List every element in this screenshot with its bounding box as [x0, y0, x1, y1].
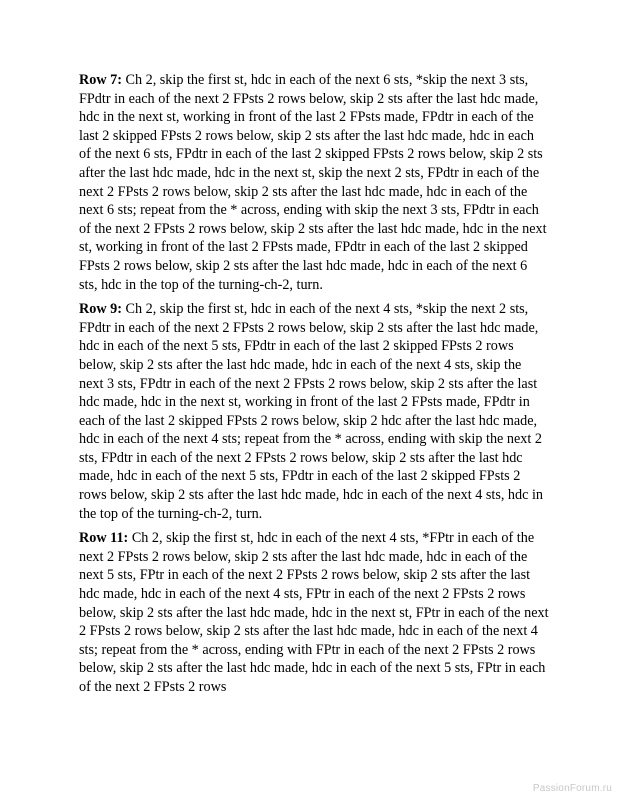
row-7-paragraph [79, 71, 549, 294]
row-11-paragraph [79, 529, 549, 696]
row-11-text: Ch 2, skip the first st, hdc in each of the next 4 sts, *FPtr in each of the next 2 FPsts 2 rows below, skip 2 sts after the last hdc made, hdc in each of the next 5 sts, FPtr in each of the next 2 FPsts 2 rows below, skip 2 sts after the last hdc made, hdc in each of the next 4 sts, FPtr in each of the next 2 FPsts 2 rows below, skip 2 sts after the last hdc made, hdc in the next st, FPtr in each of the next 2 FPsts 2 rows below, skip 2 sts after the last hdc made, hdc in each of the next 4 sts; repeat from the * across, ending with FPtr in each of the next 2 FPsts 2 rows below, skip 2 sts after the last hdc made, hdc in each of the next 5 sts, FPtr in each of the next 2 FPsts 2 rows [79, 530, 549, 695]
row-9-paragraph [79, 300, 549, 523]
document-page [79, 71, 549, 703]
row-9-label: Row 9: [79, 301, 122, 318]
row-9-text: Ch 2, skip the first st, hdc in each of the next 4 sts, *skip the next 2 sts, FPdtr in each of the next 2 FPsts 2 rows below, skip 2 sts after the last hdc made, hdc in each of the next 5 sts, FPdtr in each of the last 2 skipped FPsts 2 rows below, skip 2 sts after the last hdc made, hdc in each of the next 4 sts, skip the next 3 sts, FPdtr in each of the next 2 FPsts 2 rows below, skip 2 sts after the last hdc made, hdc in the next st, working in front of the last 2 FPsts made, FPdtr in each of the last 2 skipped FPsts 2 rows below, skip 2 hdc after the last hdc made, hdc in each of the next 4 sts; repeat from the * across, ending with skip the next 2 sts, FPdtr in each of the next 2 FPsts 2 rows below, skip 2 sts after the last hdc made, hdc in each of the next 5 sts, FPdtr in each of the last 2 skipped FPsts 2 rows below, skip 2 sts after the last hdc made, hdc in each of the next 4 sts, hdc in the top of the turning-ch-2, turn. [79, 301, 544, 522]
row-7-text: Ch 2, skip the first st, hdc in each of the next 6 sts, *skip the next 3 sts, FPdtr in each of the next 2 FPsts 2 rows below, skip 2 sts after the last hdc made, hdc in the next st, working in front of the last 2 FPsts made, FPdtr in each of the last 2 skipped FPsts 2 rows below, skip 2 sts after the last hdc made, hdc in each of the next 6 sts, FPdtr in each of the last 2 skipped FPsts 2 rows below, skip 2 sts after the last hdc made, hdc in the next st, skip the next 2 sts, FPdtr in each of the next 2 FPsts 2 rows below, skip 2 sts after the last hdc made, hdc in each of the next 6 sts; repeat from the * across, ending with skip the next 3 sts, FPdtr in each of the next 2 FPsts 2 rows below, skip 2 sts after the last hdc made, hdc in the next st, working in front of the last 2 FPsts made, FPdtr in each of the last 2 skipped FPsts 2 rows below, skip 2 sts after the last hdc made, hdc in each of the next 6 sts, hdc in the top of the turning-ch-2, turn. [79, 72, 547, 293]
row-11-label: Row 11: [79, 530, 129, 547]
row-7-label: Row 7: [79, 72, 122, 88]
watermark: PassionForum.ru [532, 783, 612, 794]
